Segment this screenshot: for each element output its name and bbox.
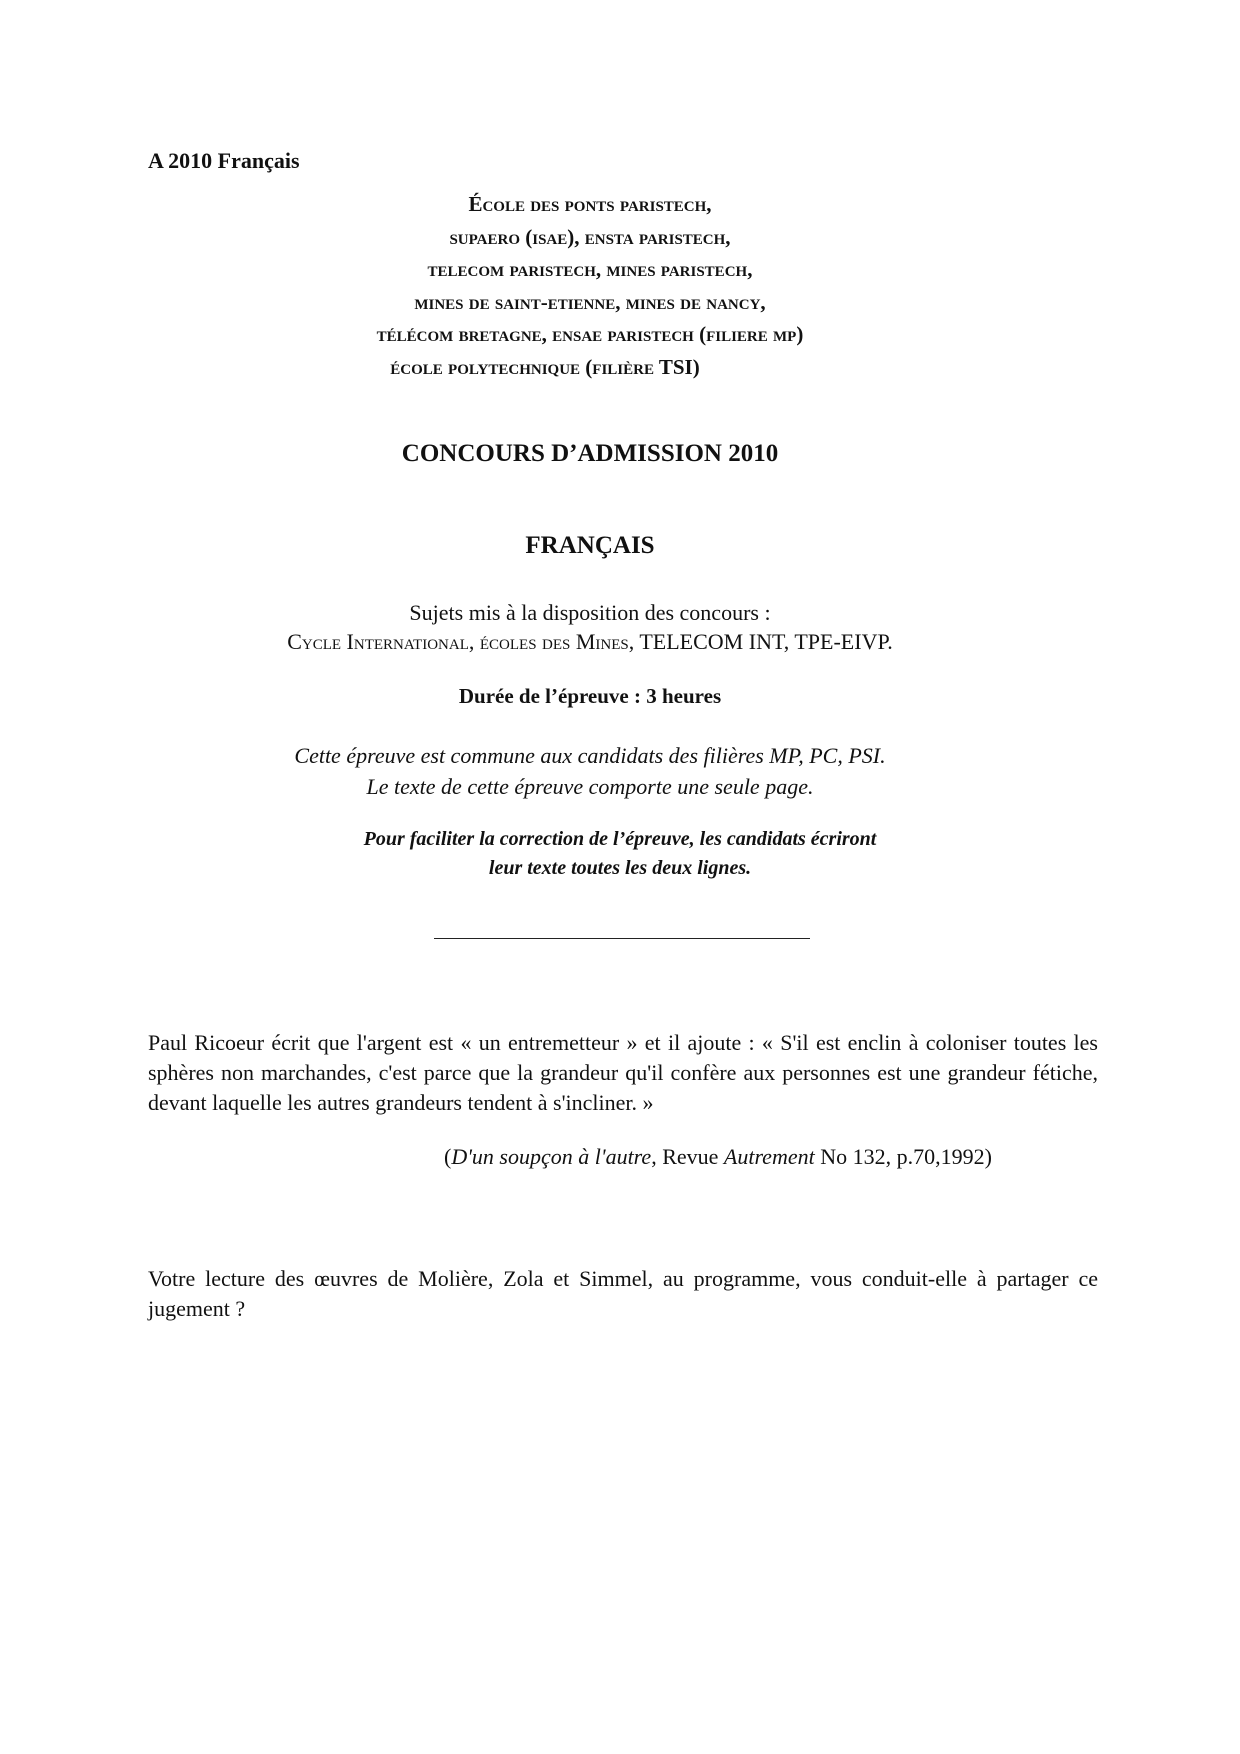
exam-header-label: A 2010 Français [148,148,300,173]
sujets-block [0,598,1180,656]
duree-epreuve: Durée de l’épreuve : 3 heures [458,684,722,708]
question-paragraph: Votre lecture des œuvres de Molière, Zola et Simmel, au programme, vous conduit-elle à partager ce jugement ? [148,1266,1098,1321]
sujets-concours-list: Cycle International, écoles des Mines, TELECOM INT, TPE-EIVP. [287,629,893,654]
citation-open: ( [444,1144,452,1169]
citation [444,1144,992,1170]
school-line: mines de saint-etienne, mines de nancy, [414,289,766,314]
school-line: supaero (isae), ensta paristech, [449,224,731,249]
schools-list [200,188,980,383]
school-line: telecom paristech, mines paristech, [427,257,753,281]
instruction-note [0,825,1240,883]
citation-rest: No 132, p.70,1992) [814,1144,992,1169]
school-line: école polytechnique (filière TSI) [390,354,700,379]
citation-journal: Autrement [723,1144,815,1169]
commune-line: Cette épreuve est commune aux candidats des filières MP, PC, PSI. [294,743,886,768]
concours-title: CONCOURS D’ADMISSION 2010 [401,440,779,467]
quote-paragraph: Paul Ricoeur écrit que l'argent est « un entremetteur » et il ajoute : « S'il est enclin à coloniser toutes les sphères non marchandes, c'est parce que la grandeur qu'il confère aux personnes est une grandeur fétiche, devant laquelle les autres grandeurs tendent à s'incliner. » [148,1030,1098,1115]
commune-line: Le texte de cette épreuve comporte une seule page. [366,774,814,799]
school-line: télécom bretagne, ensae paristech (filiere mp) [376,322,804,346]
instruction-line: Pour faciliter la correction de l’épreuve, les candidats écriront [363,828,877,850]
citation-work-title: D'un soupçon à l'autre [451,1144,652,1169]
school-line: École des ponts paristech, [468,192,712,216]
sujets-line: Sujets mis à la disposition des concours : [409,600,771,625]
citation-mid: , Revue [651,1144,724,1169]
instruction-line: leur texte toutes les deux lignes. [488,857,752,879]
subject-title: FRANÇAIS [525,532,655,559]
separator-rule [434,938,810,939]
commune-note [0,740,1180,802]
